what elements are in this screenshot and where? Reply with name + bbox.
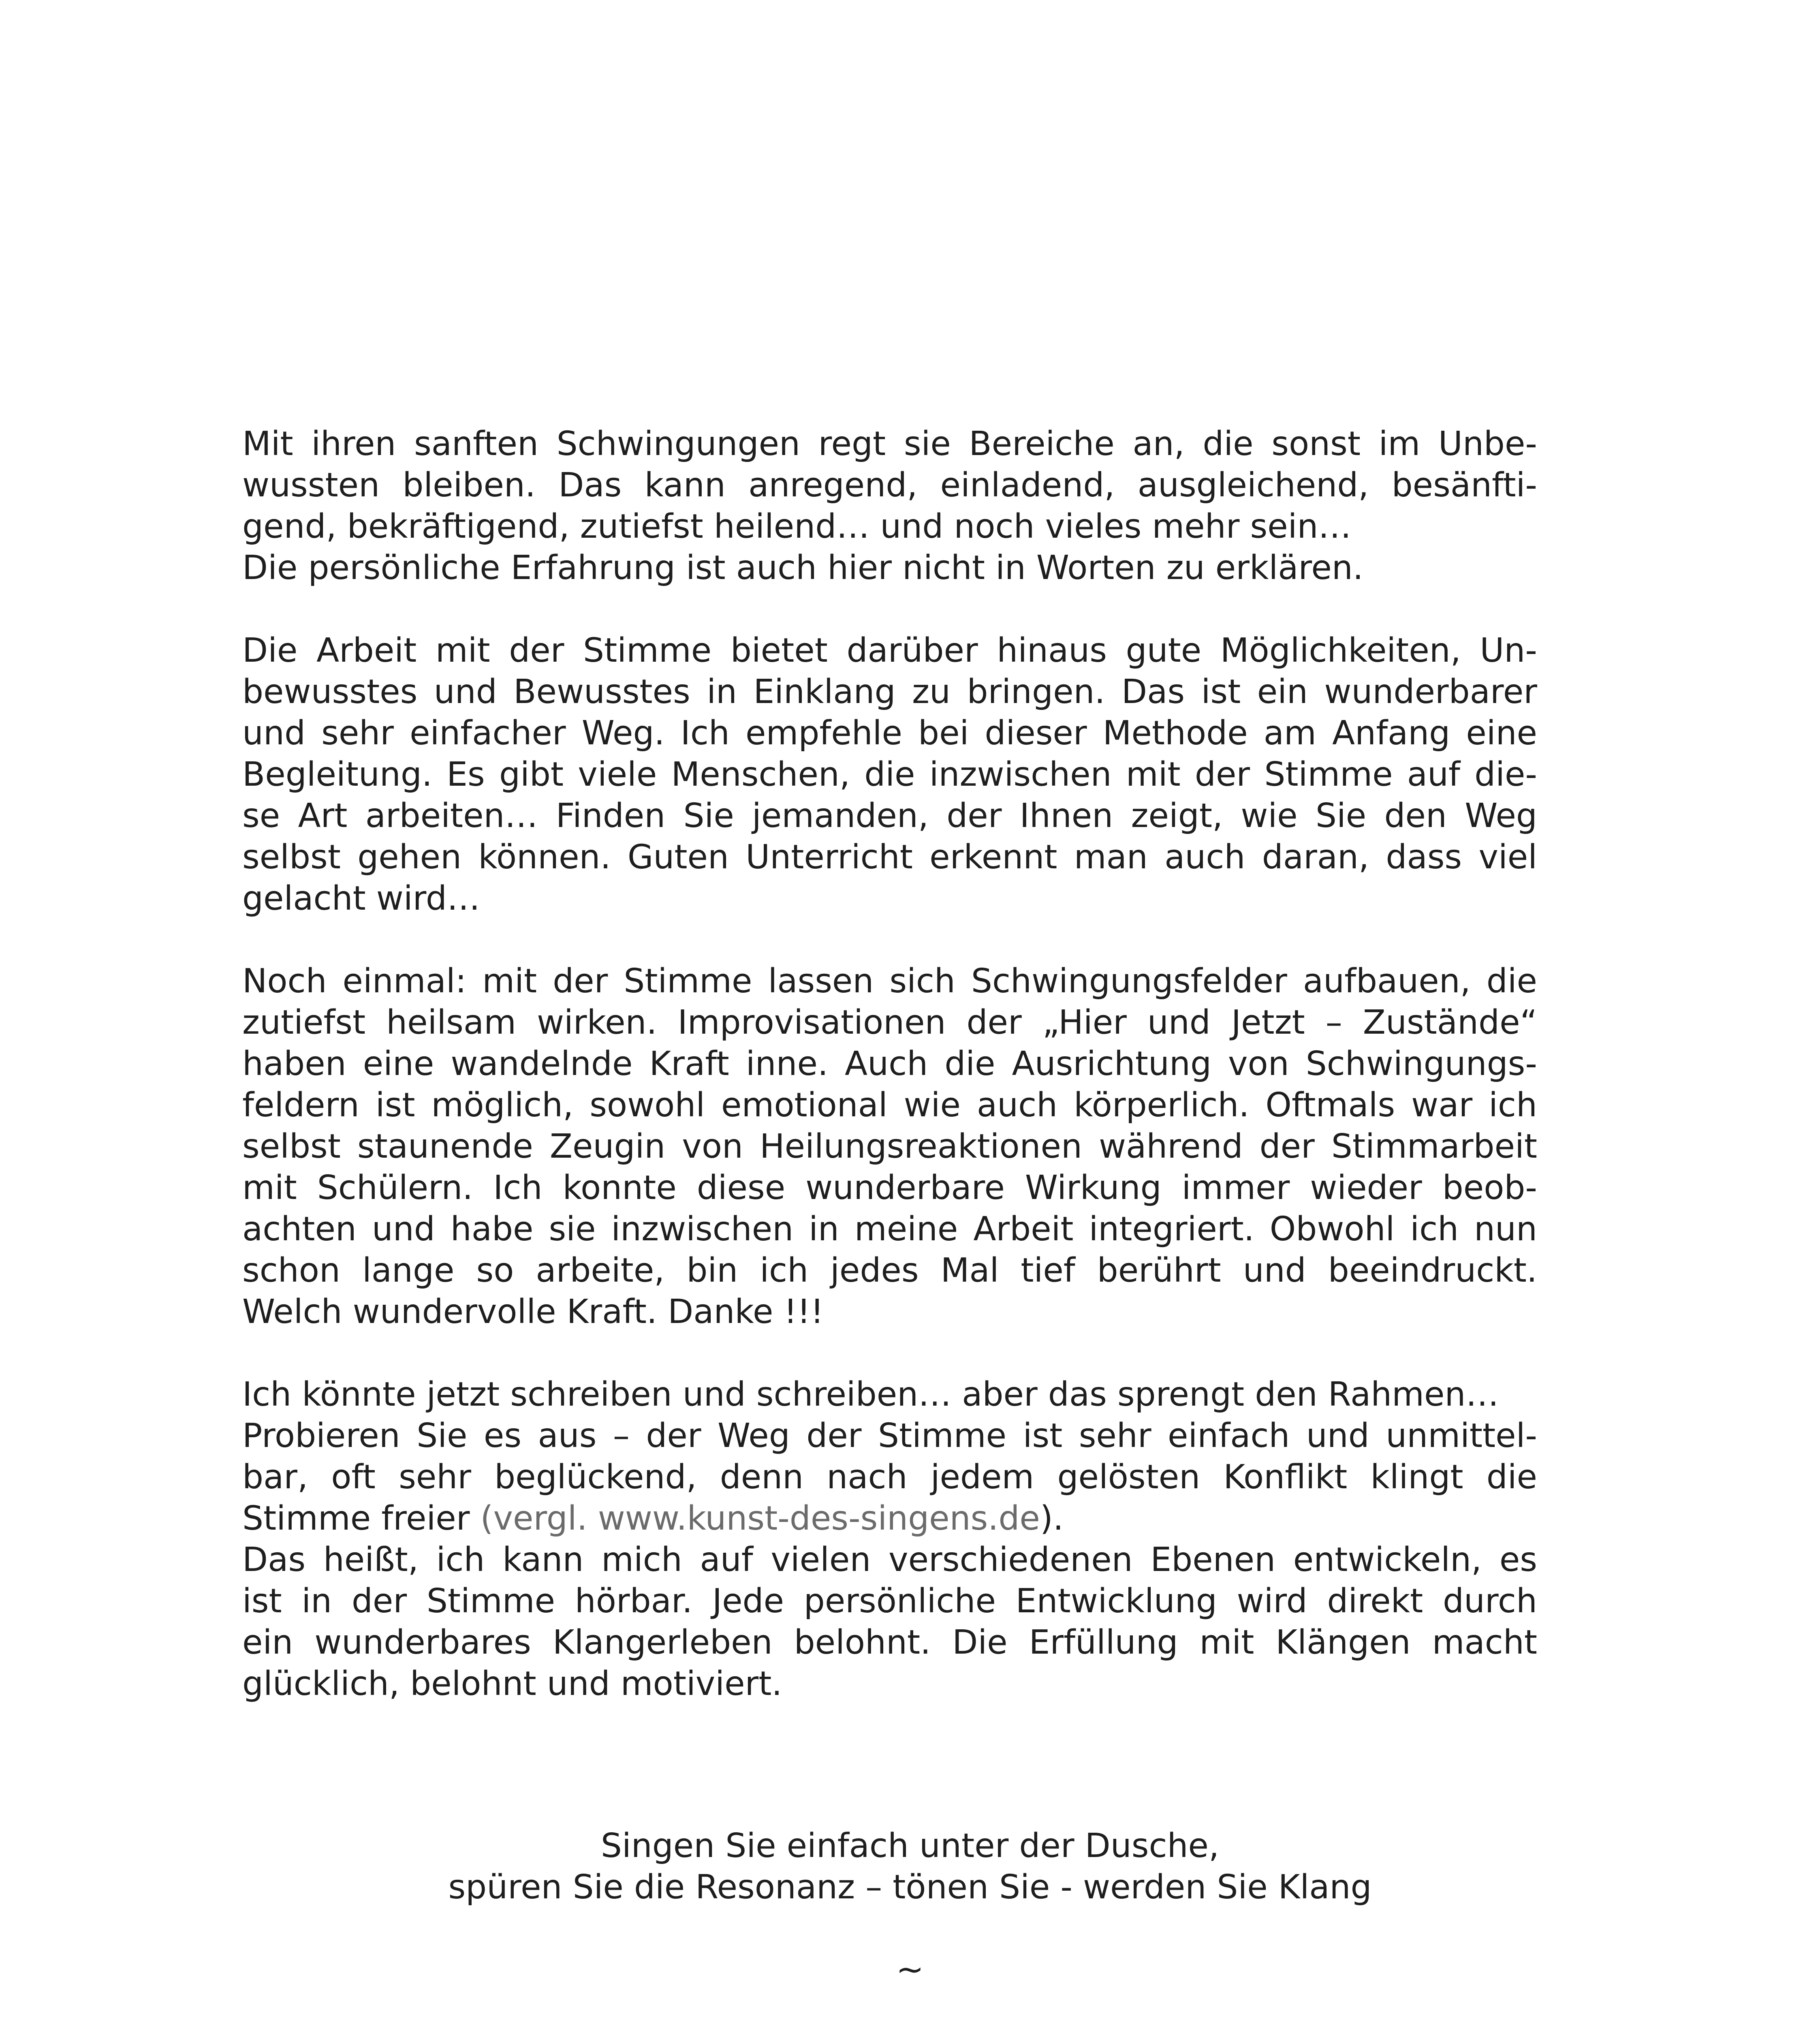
closing-verse-1 <box>0 1825 1820 1908</box>
text-fragment: Stimme freier <box>242 1499 481 1538</box>
text-line: selbst gehen können. Guten Unterricht erkennt man auch daran, dass viel <box>242 838 1537 876</box>
body-text <box>242 423 1537 1746</box>
text-line: Begleitung. Es gibt viele Menschen, die inzwischen mit der Stimme auf die- <box>242 755 1537 794</box>
text-line: Welch wundervolle Kraft. Danke !!! <box>242 1293 824 1331</box>
text-fragment: ). <box>1040 1499 1064 1538</box>
text-line: selbst staunende Zeugin von Heilungsreaktionen während der Stimmarbeit <box>242 1127 1537 1166</box>
text-line: gelacht wird… <box>242 879 480 918</box>
text-line: haben eine wandelnde Kraft inne. Auch die Ausrichtung von Schwingungs- <box>242 1045 1537 1083</box>
verse-line: spüren Sie die Resonanz – tönen Sie - werden Sie Klang <box>448 1868 1372 1906</box>
text-line: se Art arbeiten… Finden Sie jemanden, der Ihnen zeigt, wie Sie den Weg <box>242 797 1537 835</box>
website-reference-link[interactable]: (vergl. www.kunst-des-singens.de <box>480 1499 1040 1538</box>
text-line: Die persönliche Erfahrung ist auch hier nicht in Worten zu erklären. <box>242 549 1363 587</box>
tilde-separator <box>0 1949 1820 1990</box>
paragraph-1 <box>242 423 1537 589</box>
text-line: Das heißt, ich kann mich auf vielen verschiedenen Ebenen entwickeln, es <box>242 1541 1537 1579</box>
text-line: mit Schülern. Ich konnte diese wunderbare Wirkung immer wieder beob- <box>242 1169 1537 1207</box>
text-line: achten und habe sie inzwischen in meine Arbeit integriert. Obwohl ich nun <box>242 1210 1537 1248</box>
paragraph-3 <box>242 961 1537 1333</box>
text-line: wussten bleiben. Das kann anregend, einladend, ausgleichend, besänfti- <box>242 466 1537 504</box>
text-line-with-reference <box>242 1498 1537 1539</box>
text-line: ist in der Stimme hörbar. Jede persönliche Entwicklung wird direkt durch <box>242 1582 1537 1620</box>
text-line: bewusstes und Bewusstes in Einklang zu bringen. Das ist ein wunderbarer <box>242 673 1537 711</box>
text-line: Die Arbeit mit der Stimme bietet darüber hinaus gute Möglichkeiten, Un- <box>242 631 1537 670</box>
text-line: Probieren Sie es aus – der Weg der Stimme ist sehr einfach und unmittel- <box>242 1417 1537 1455</box>
text-line: Ich könnte jetzt schreiben und schreiben… aber das sprengt den Rahmen… <box>242 1375 1499 1414</box>
text-line: und sehr einfacher Weg. Ich empfehle bei dieser Methode am Anfang eine <box>242 714 1537 752</box>
verse-line: Singen Sie einfach unter der Dusche, <box>600 1827 1220 1865</box>
paragraph-2 <box>242 630 1537 919</box>
text-line: bar, oft sehr beglückend, denn nach jedem gelösten Konflikt klingt die <box>242 1458 1537 1496</box>
text-line: gend, bekräftigend, zutiefst heilend… und noch vieles mehr sein… <box>242 507 1352 546</box>
text-line: Mit ihren sanften Schwingungen regt sie Bereiche an, die sonst im Unbe- <box>242 425 1537 463</box>
paragraph-4 <box>242 1374 1537 1705</box>
text-line: glücklich, belohnt und motiviert. <box>242 1665 782 1703</box>
text-line: ein wunderbares Klangerleben belohnt. Die Erfüllung mit Klängen macht <box>242 1623 1537 1662</box>
text-line: schon lange so arbeite, bin ich jedes Mal tief berührt und beeindruckt. <box>242 1251 1537 1290</box>
text-line: feldern ist möglich, sowohl emotional wie auch körperlich. Oftmals war ich <box>242 1086 1537 1124</box>
tilde-glyph: ~ <box>896 1950 924 1989</box>
text-line: zutiefst heilsam wirken. Improvisationen der „Hier und Jetzt – Zustände“ <box>242 1003 1537 1042</box>
text-line: Noch einmal: mit der Stimme lassen sich Schwingungsfelder aufbauen, die <box>242 962 1537 1000</box>
